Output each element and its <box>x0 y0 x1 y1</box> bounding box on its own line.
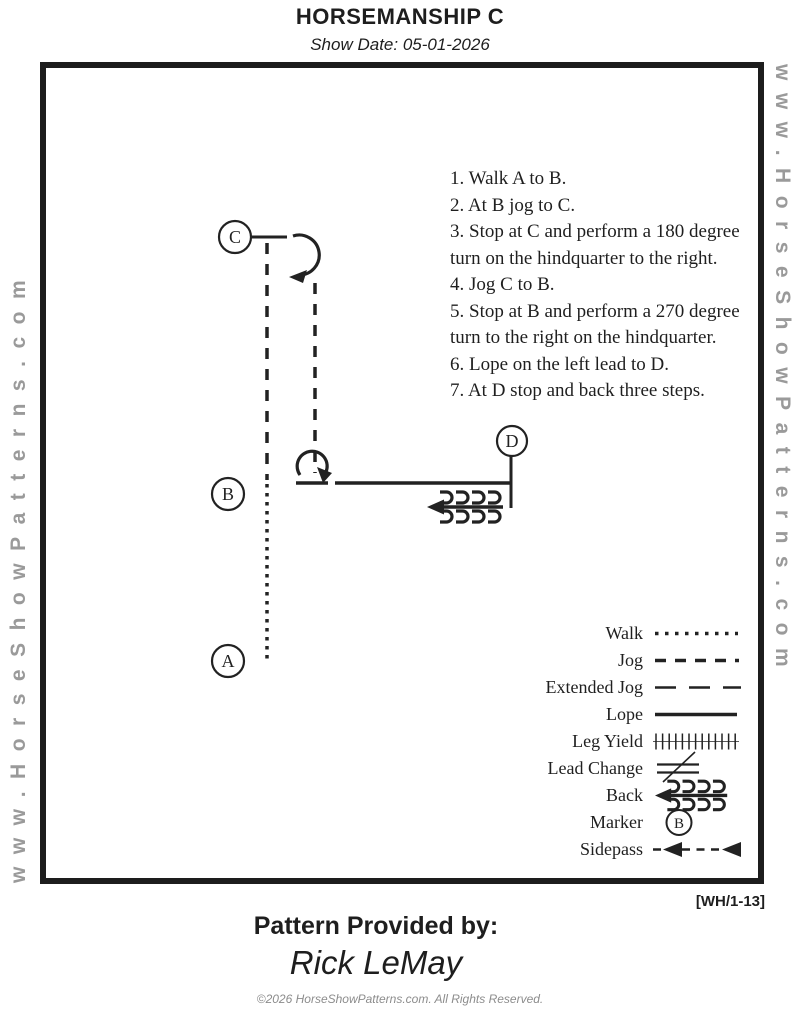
legend-label: Marker <box>590 812 643 832</box>
marker-b <box>212 478 244 510</box>
marker-a <box>212 645 244 677</box>
marker-d <box>497 426 527 456</box>
legend-row-jog <box>396 647 748 674</box>
svg-text:D: D <box>505 431 519 451</box>
turn-270-arrowhead <box>317 467 332 483</box>
legend-row-leg-yield <box>396 728 748 755</box>
svg-text:B: B <box>673 816 685 832</box>
pattern-code: [WH/1-13] <box>695 893 765 910</box>
svg-text:B: B <box>221 484 235 504</box>
instruction-step: 5. Stop at B and perform a 270 degree turn to the right on the hindquarter. <box>450 300 740 348</box>
legend-label: Jog <box>617 650 643 670</box>
page-title: HORSEMANSHIP C <box>295 4 505 29</box>
turn-180-arc <box>293 235 319 275</box>
arena-box <box>40 62 764 884</box>
marker-circle-symbol <box>651 809 746 836</box>
svg-text:A: A <box>221 651 235 671</box>
sidepass-symbol <box>651 836 746 863</box>
instruction-step: 6. Lope on the left lead to D. <box>450 353 669 375</box>
instructions-list <box>450 166 762 405</box>
walk-dotted-line-symbol <box>651 620 746 647</box>
legend <box>396 620 748 863</box>
jog-dashed-line-symbol <box>651 647 746 674</box>
lope-solid-line-symbol <box>651 701 746 728</box>
lead-change-symbol <box>651 755 746 782</box>
turn-180-arrowhead <box>289 270 307 283</box>
legend-label: Extended Jog <box>545 677 643 697</box>
legend-row-lope <box>396 701 748 728</box>
legend-label: Back <box>606 785 643 805</box>
watermark-right: www.HorseShowPatterns.com <box>771 64 794 680</box>
provided-by-label: Pattern Provided by: <box>253 912 499 940</box>
extended-jog-line-symbol <box>651 674 746 701</box>
legend-label: Leg Yield <box>572 731 643 751</box>
instruction-step: 2. At B jog to C. <box>450 194 576 216</box>
legend-label: Sidepass <box>580 839 643 859</box>
instruction-step: 4. Jog C to B. <box>450 274 555 295</box>
back-symbol-legend <box>651 782 746 809</box>
legend-row-back <box>396 782 748 809</box>
instruction-step: 1. Walk A to B. <box>450 168 567 189</box>
show-date: Show Date: 05-01-2026 <box>310 35 490 54</box>
watermark-left: www.HorseShowPatterns.com <box>7 267 30 883</box>
legend-label: Lope <box>606 704 643 724</box>
marker-c <box>219 221 251 253</box>
leg-yield-ticks-symbol <box>651 728 746 755</box>
copyright-line: ©2026 HorseShowPatterns.com. All Rights Reserved. <box>256 992 544 1006</box>
legend-label: Lead Change <box>547 758 643 778</box>
svg-text:C: C <box>228 227 242 247</box>
legend-label: Walk <box>605 623 643 643</box>
instruction-step: 7. At D stop and back three steps. <box>450 380 705 401</box>
legend-row-lead-change <box>396 755 748 782</box>
legend-row-walk <box>396 620 748 647</box>
legend-row-extended-jog <box>396 674 748 701</box>
instruction-step: 3. Stop at C and perform a 180 degree turn on the hindquarter to the right. <box>450 221 740 269</box>
legend-row-marker <box>396 809 748 836</box>
provided-by-name: Rick LeMay <box>289 944 463 981</box>
back-symbol <box>427 492 503 522</box>
legend-row-sidepass <box>396 836 748 863</box>
